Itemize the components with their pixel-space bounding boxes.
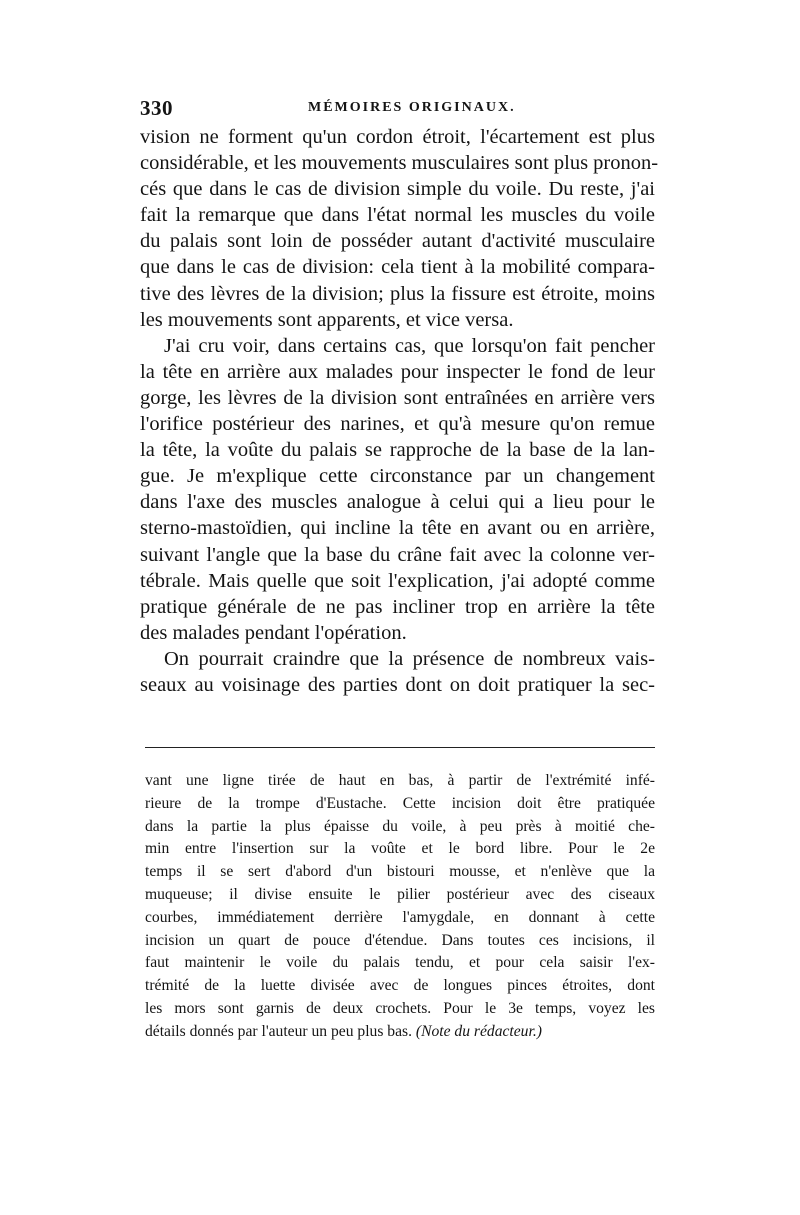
running-title: MÉMOIRES ORIGINAUX. xyxy=(308,100,516,115)
footnote-line: min entre l'insertion sur la voûte et le bord libre. Pour le 2e xyxy=(145,840,655,858)
footnote xyxy=(145,770,655,1044)
text-line: gue. Je m'explique cette circonstance par un changement xyxy=(140,465,655,488)
text-line: l'orifice postérieur des narines, et qu'à mesure qu'on remue xyxy=(140,413,655,436)
text-line: dans l'axe des muscles analogue à celui qui a lieu pour le xyxy=(140,491,655,514)
text-line: les mouvements sont apparents, et vice versa. xyxy=(140,308,514,331)
text-line: J'ai cru voir, dans certains cas, que lorsqu'on fait pencher xyxy=(164,334,655,357)
text-line: des malades pendant l'opération. xyxy=(140,621,407,644)
text-line: fait la remarque que dans l'état normal les muscles du voile xyxy=(140,204,655,227)
text-line: considérable, et les mouvements musculaires sont plus pronon- xyxy=(140,152,659,175)
text-line: pratique générale de ne pas incliner trop en arrière la tête xyxy=(140,595,655,618)
text-line: On pourrait craindre que la présence de nombreux vais- xyxy=(164,647,655,670)
footnote-line: courbes, immédiatement derrière l'amygdale, en donnant à cette xyxy=(145,908,655,926)
footnote-line: dans la partie la plus épaisse du voile, à peu près à moitié che- xyxy=(145,817,655,835)
text-line: que dans le cas de division: cela tient à la mobilité compara- xyxy=(140,256,655,279)
text-line: gorge, les lèvres de la division sont entraînées en arrière vers xyxy=(140,386,655,409)
footnote-line: temps il se sert d'abord d'un bistouri mousse, et n'enlève que la xyxy=(145,863,655,881)
footnote-line: rieure de la trompe d'Eustache. Cette incision doit être pratiquée xyxy=(145,794,655,812)
text-line: suivant l'angle que la base du crâne fait avec la colonne ver- xyxy=(140,543,655,566)
page-number: 330 xyxy=(140,96,173,120)
footnote-line: incision un quart de pouce d'étendue. Dans toutes ces incisions, il xyxy=(145,931,655,949)
footnote-line: faut maintenir le voile du palais tendu, et pour cela saisir l'ex- xyxy=(145,954,655,972)
text-line: la tête en arrière aux malades pour inspecter le fond de leur xyxy=(140,360,655,383)
footnote-line-text: détails donnés par l'auteur un peu plus bas. xyxy=(145,1022,412,1040)
footnote-separator xyxy=(145,747,655,748)
footnote-last-line xyxy=(145,1021,655,1044)
footnote-line: vant une ligne tirée de haut en bas, à partir de l'extrémité infé- xyxy=(145,772,655,789)
text-line: vision ne forment qu'un cordon étroit, l'écartement est plus xyxy=(140,126,655,148)
text-line: tive des lèvres de la division; plus la fissure est étroite, moins xyxy=(140,282,655,305)
main-text xyxy=(140,124,659,698)
footnote-line: muqueuse; il divise ensuite le pilier postérieur avec des ciseaux xyxy=(145,885,655,903)
text-line: du palais sont loin de posséder autant d'activité musculaire xyxy=(140,230,655,253)
page-header xyxy=(140,96,660,126)
footnote-line: les mors sont garnis de deux crochets. Pour le 3e temps, voyez les xyxy=(145,999,655,1017)
text-line: cés que dans le cas de division simple du voile. Du reste, j'ai xyxy=(140,178,655,201)
editor-note: (Note du rédacteur.) xyxy=(415,1022,542,1040)
text-line: seaux au voisinage des parties dont on doit pratiquer la sec- xyxy=(140,673,655,696)
footnote-line: trémité de la luette divisée avec de longues pinces étroites, dont xyxy=(145,977,655,995)
text-line: la tête, la voûte du palais se rapproche de la base de la lan- xyxy=(140,439,655,462)
text-line: tébrale. Mais quelle que soit l'explication, j'ai adopté comme xyxy=(140,569,655,592)
text-line: sterno-mastoïdien, qui incline la tête en avant ou en arrière, xyxy=(140,517,655,540)
